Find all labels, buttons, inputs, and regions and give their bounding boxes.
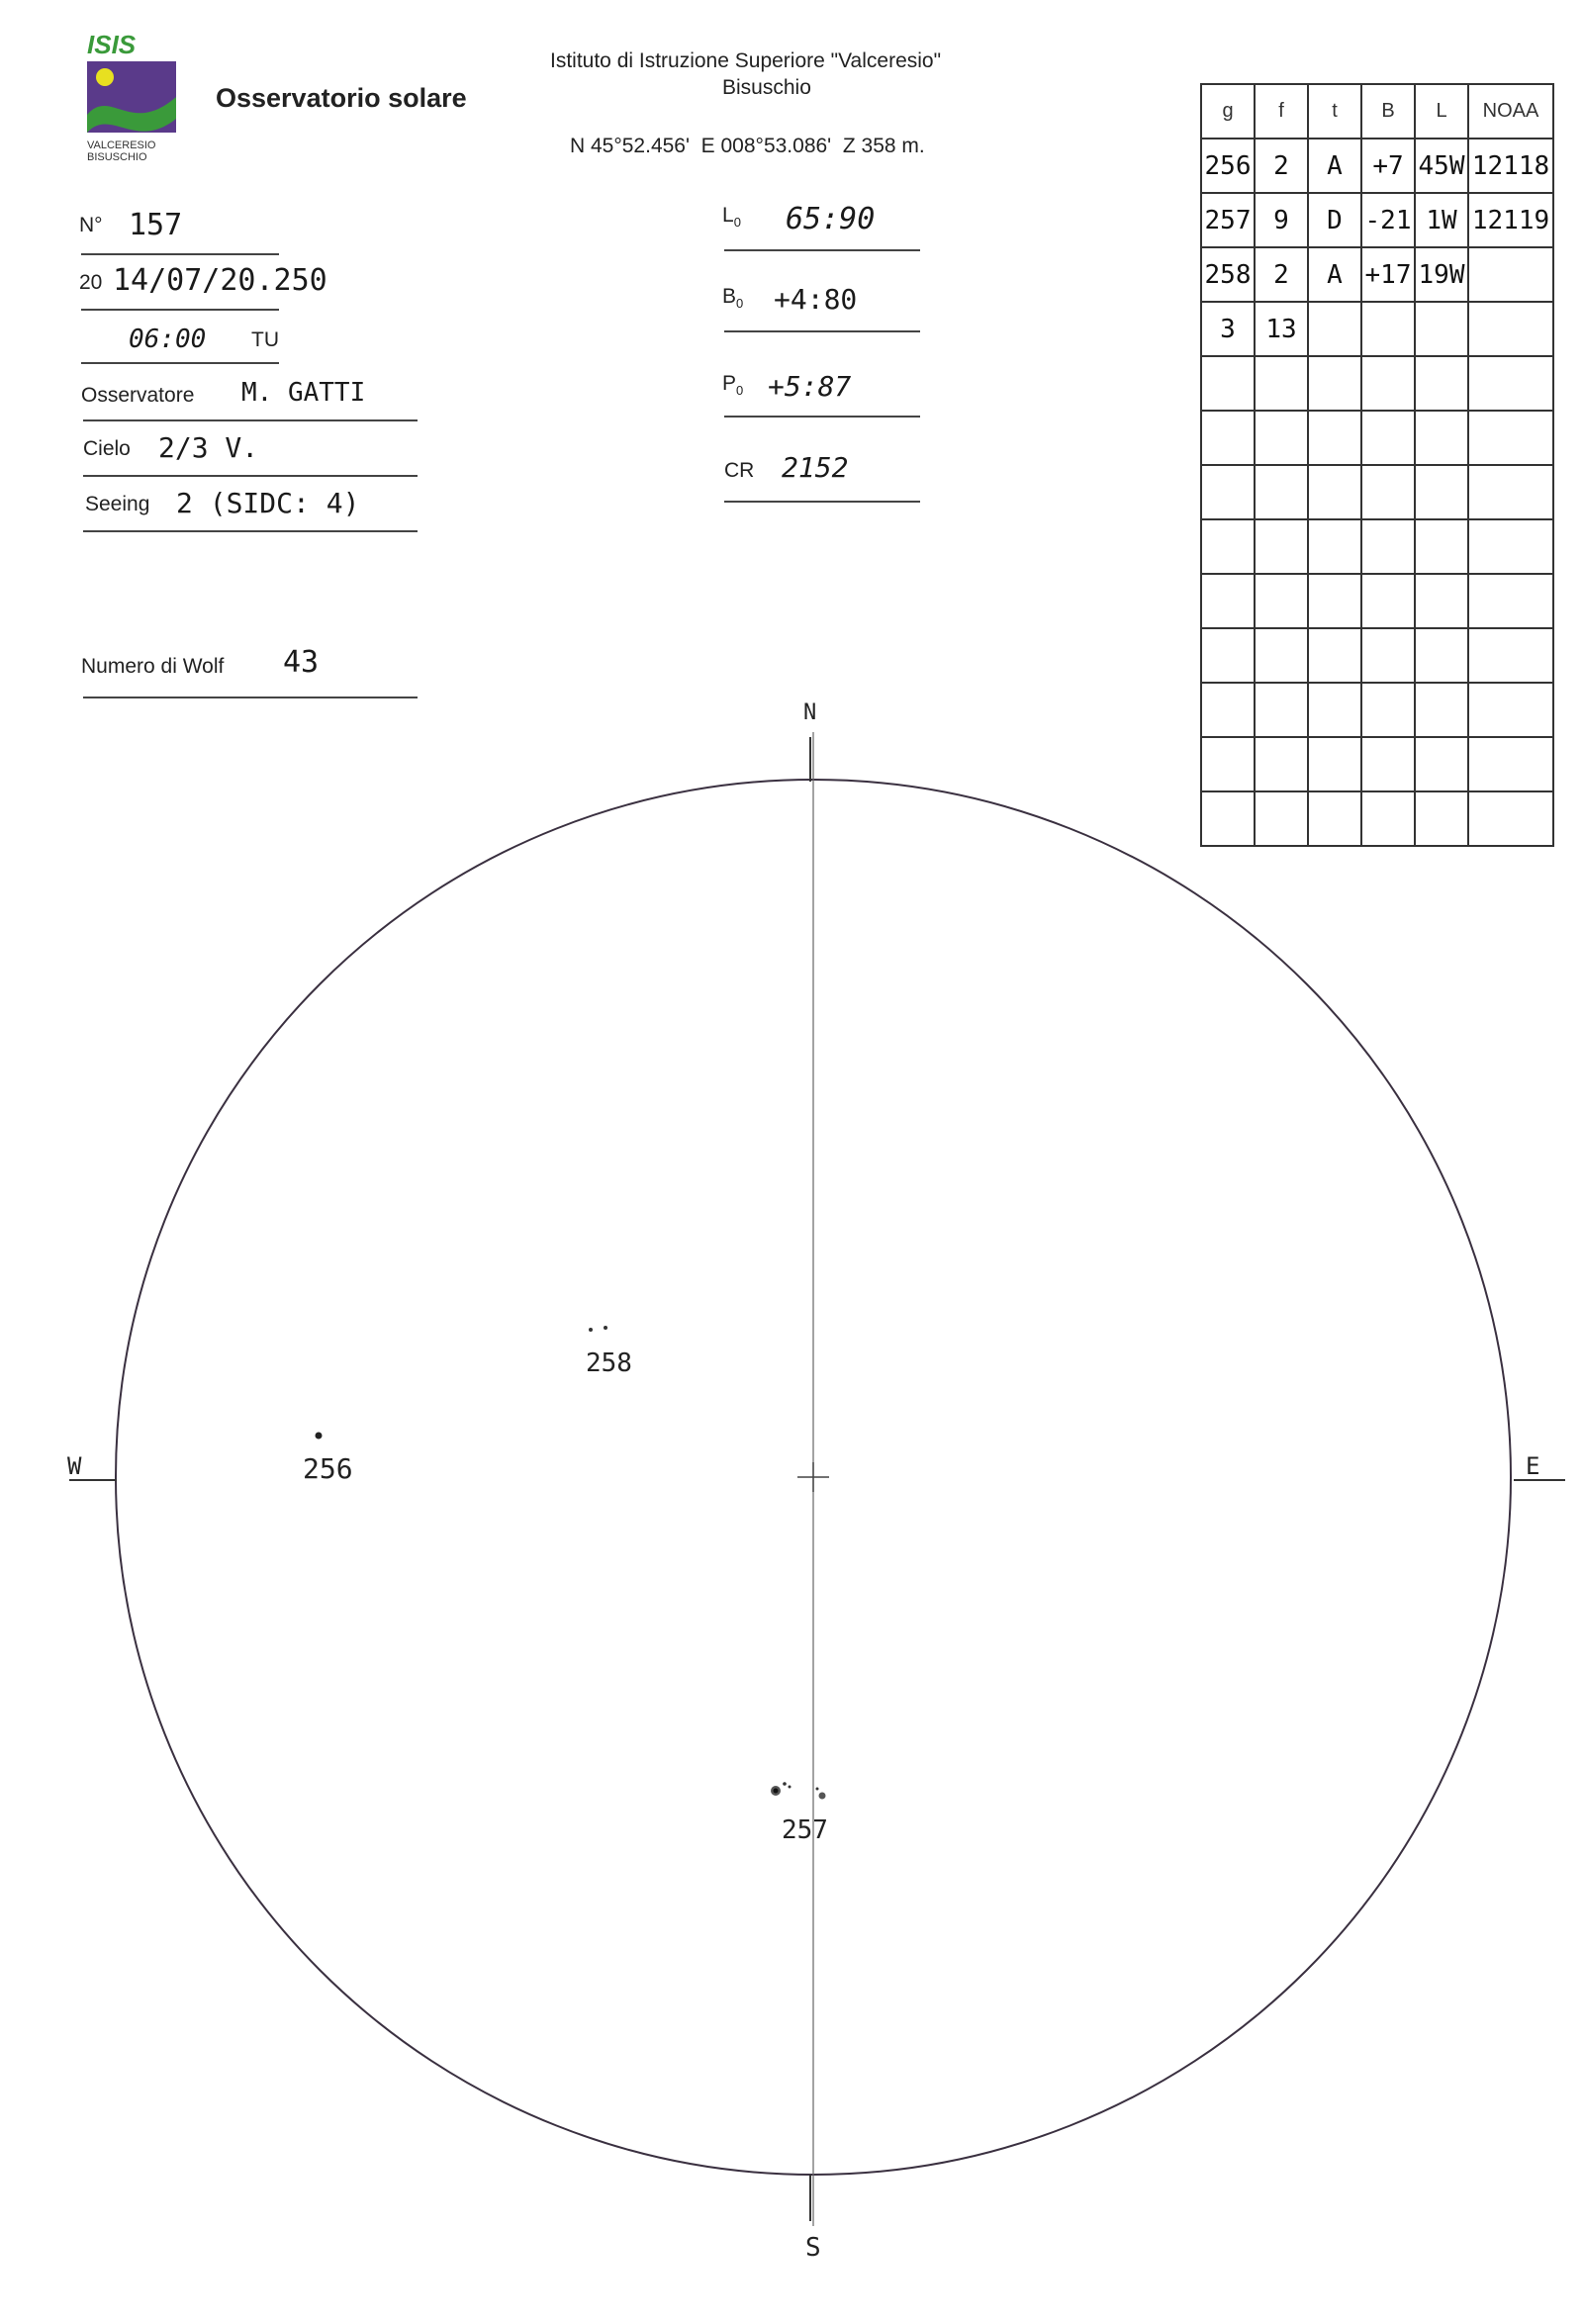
- institute-town: Bisuschio: [722, 76, 811, 99]
- p0-subscript: 0: [736, 383, 744, 399]
- seeing-label: Seeing: [85, 493, 150, 515]
- logo-caption-bottom: BISUSCHIO: [87, 151, 147, 163]
- table-cell: 13: [1255, 302, 1308, 356]
- sky-value: 2/3 V.: [158, 431, 259, 464]
- header-t: t: [1308, 84, 1361, 139]
- table-cell: 12119: [1468, 193, 1553, 247]
- sunspot: [783, 1782, 787, 1786]
- sunspot: [816, 1788, 819, 1791]
- header-b: B: [1361, 84, 1415, 139]
- site-coordinates: N 45°52.456' E 008°53.086' Z 358 m.: [570, 135, 925, 157]
- sunspot: [316, 1433, 323, 1440]
- north-label: N: [803, 700, 817, 725]
- group-label-256: 256: [303, 1452, 353, 1485]
- l0-value: 65:90: [786, 202, 876, 236]
- header-f: f: [1255, 84, 1308, 139]
- b0-letter: B: [722, 285, 737, 308]
- number-value: 157: [129, 208, 183, 242]
- observer-label: Osservatore: [81, 384, 195, 407]
- header-noaa: NOAA: [1468, 84, 1553, 139]
- sky-label: Cielo: [83, 437, 131, 460]
- table-cell: 9: [1255, 193, 1308, 247]
- header-l: L: [1415, 84, 1468, 139]
- table-cell: -21: [1361, 193, 1415, 247]
- cr-value: 2152: [782, 451, 849, 484]
- table-cell: 45W: [1415, 139, 1468, 193]
- sunspot: [774, 1789, 779, 1794]
- table-cell: 2: [1255, 247, 1308, 302]
- group-label-257: 257: [782, 1815, 828, 1845]
- table-cell: +7: [1361, 139, 1415, 193]
- table-cell: 256: [1201, 139, 1255, 193]
- group-label-258: 258: [586, 1348, 632, 1378]
- logo-caption-top: VALCERESIO: [87, 139, 156, 151]
- p0-letter: P: [722, 372, 737, 395]
- south-label: S: [805, 2233, 821, 2263]
- number-label: N°: [79, 214, 103, 236]
- seeing-value: 2 (SIDC: 4): [176, 487, 360, 519]
- cr-label: CR: [724, 459, 755, 482]
- page-title: Osservatorio solare: [216, 83, 467, 113]
- table-cell: +17: [1361, 247, 1415, 302]
- wolf-label: Numero di Wolf: [81, 655, 225, 678]
- west-label: W: [67, 1452, 82, 1480]
- table-cell: D: [1308, 193, 1361, 247]
- date-value: 14/07/20.250: [113, 263, 327, 298]
- table-cell: A: [1308, 247, 1361, 302]
- sunspot: [789, 1786, 792, 1789]
- p0-value: +5:87: [768, 370, 852, 403]
- l0-letter: L: [722, 204, 734, 227]
- institute-name: Istituto di Istruzione Superiore "Valceresio": [550, 49, 942, 72]
- time-value: 06:00: [129, 325, 207, 354]
- table-cell: 257: [1201, 193, 1255, 247]
- sunspot: [589, 1328, 593, 1332]
- table-cell: 3: [1201, 302, 1255, 356]
- table-cell: 2: [1255, 139, 1308, 193]
- l0-subscript: 0: [733, 215, 741, 231]
- sunspot: [604, 1326, 607, 1330]
- table-cell: 12118: [1468, 139, 1553, 193]
- sunspot: [819, 1793, 826, 1800]
- observer-value: M. GATTI: [241, 378, 366, 408]
- b0-subscript: 0: [736, 296, 744, 312]
- table-cell: 19W: [1415, 247, 1468, 302]
- header-g: g: [1201, 84, 1255, 139]
- b0-value: +4:80: [774, 283, 858, 316]
- table-cell: A: [1308, 139, 1361, 193]
- table-cell: 258: [1201, 247, 1255, 302]
- date-prefix: 20: [79, 271, 103, 294]
- wolf-value: 43: [283, 645, 320, 680]
- east-label: E: [1526, 1452, 1540, 1480]
- time-unit: TU: [251, 328, 279, 351]
- logo-wordmark: ISIS: [87, 30, 137, 59]
- table-cell: 1W: [1415, 193, 1468, 247]
